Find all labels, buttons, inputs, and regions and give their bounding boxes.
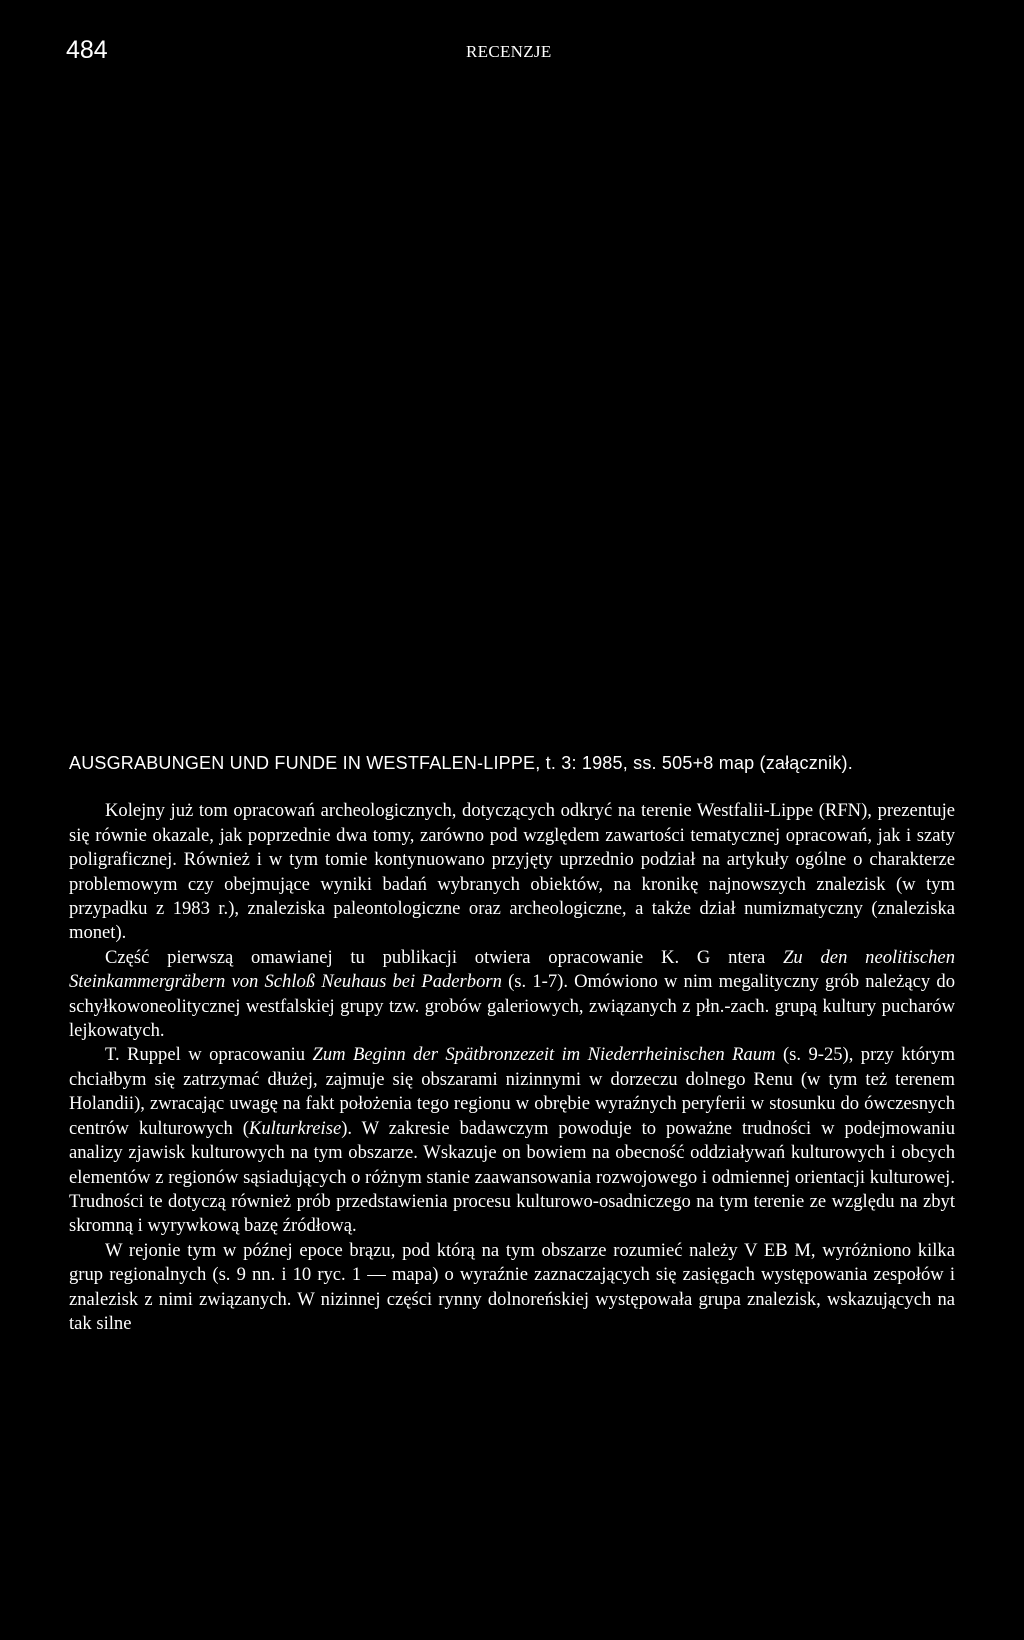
paragraph-2-before: Część pierwszą omawianej tu publikacji otwiera opracowanie K. G ntera [105, 946, 784, 968]
paragraph-2 [69, 946, 955, 1044]
paragraph-2-title: Zu den neolitischen Steinkammergräbern von Schloß Neuhaus bei Paderborn [69, 946, 955, 993]
paragraph-2-after: (s. 1-7). Omówiono w nim megalityczny grób należący do schyłkowoneolitycznej westfalskiej grupy tzw. grobów galeriowych, związanych z płn.-zach. grupą kultury pucharów lejkowatych. [69, 971, 955, 1042]
paragraph-3 [69, 1043, 955, 1238]
paragraph-3-after: ). W zakresie badawczym powoduje to poważne trudności w podejmowaniu analizy zjawisk kulturowych na tym obszarze. Wskazuje on bowiem na obecność oddziaływań kulturowych i obcych elementów z regionów sąsiadujących o różnym stanie zaawansowania rozwojowego i odmiennej orientacji kulturowej. Trudności te dotyczą również prób przedstawienia procesu kulturowo-osadniczego na tym terenie ze względu na zbyt skromną i wyrywkową bazę źródłową. [69, 1117, 955, 1237]
running-head: RECENZJE [466, 42, 552, 61]
reviewed-work-citation: AUSGRABUNGEN UND FUNDE IN WESTFALEN-LIPPE, t. 3: 1985, ss. 505+8 map (załącznik). [69, 753, 853, 773]
paragraph-3-term: Kulturkreise [248, 1117, 342, 1139]
review-body [69, 751, 955, 1336]
page-number: 484 [66, 36, 108, 64]
paragraph-3-before: T. Ruppel w opracowaniu [105, 1044, 313, 1066]
paragraph-3-title: Zum Beginn der Spätbronzezeit im Niederrheinischen Raum [312, 1044, 776, 1066]
page-header [0, 30, 1024, 70]
paragraph-1: Kolejny już tom opracowań archeologicznych, dotyczących odkryć na terenie Westfalii-Lippe (RFN), prezentuje się równie okazale, jak poprzednie dwa tomy, zarówno pod względem zawartości tematycznej opracowań, jak i szaty poligraficznej. Również i w tym tomie kontynuowano przyjęty uprzednio podział na artykuły ogólne o charakterze problemowym czy obejmujące wyniki badań wybranych obiektów, na kronikę najnowszych znalezisk (w tym przypadku z 1983 r.), znaleziska paleontologiczne oraz archeologiczne, a także dział numizmatyczny (znaleziska monet). [69, 800, 955, 944]
paragraph-4: W rejonie tym w późnej epoce brązu, pod którą na tym obszarze rozumieć należy V EB M, wyróżniono kilka grup regionalnych (s. 9 nn. i 10 ryc. 1 — mapa) o wyraźnie zaznaczających się zasięgach występowania zespołów i znalezisk z nimi związanych. W nizinnej części rynny dolnoreńskiej występowała grupa znalezisk, wskazujących na tak silne [69, 1239, 955, 1334]
paragraph-3-middle: (s. 9-25), przy którym chciałbym się zatrzymać dłużej, zajmuje się obszarami nizinnymi w dorzeczu dolnego Renu (w tym też terenem Holandii), zwracając uwagę na fakt położenia tego regionu w obrębie wyraźnych peryferii w stosunku do ówczesnych centrów kulturowych ( [69, 1044, 955, 1139]
